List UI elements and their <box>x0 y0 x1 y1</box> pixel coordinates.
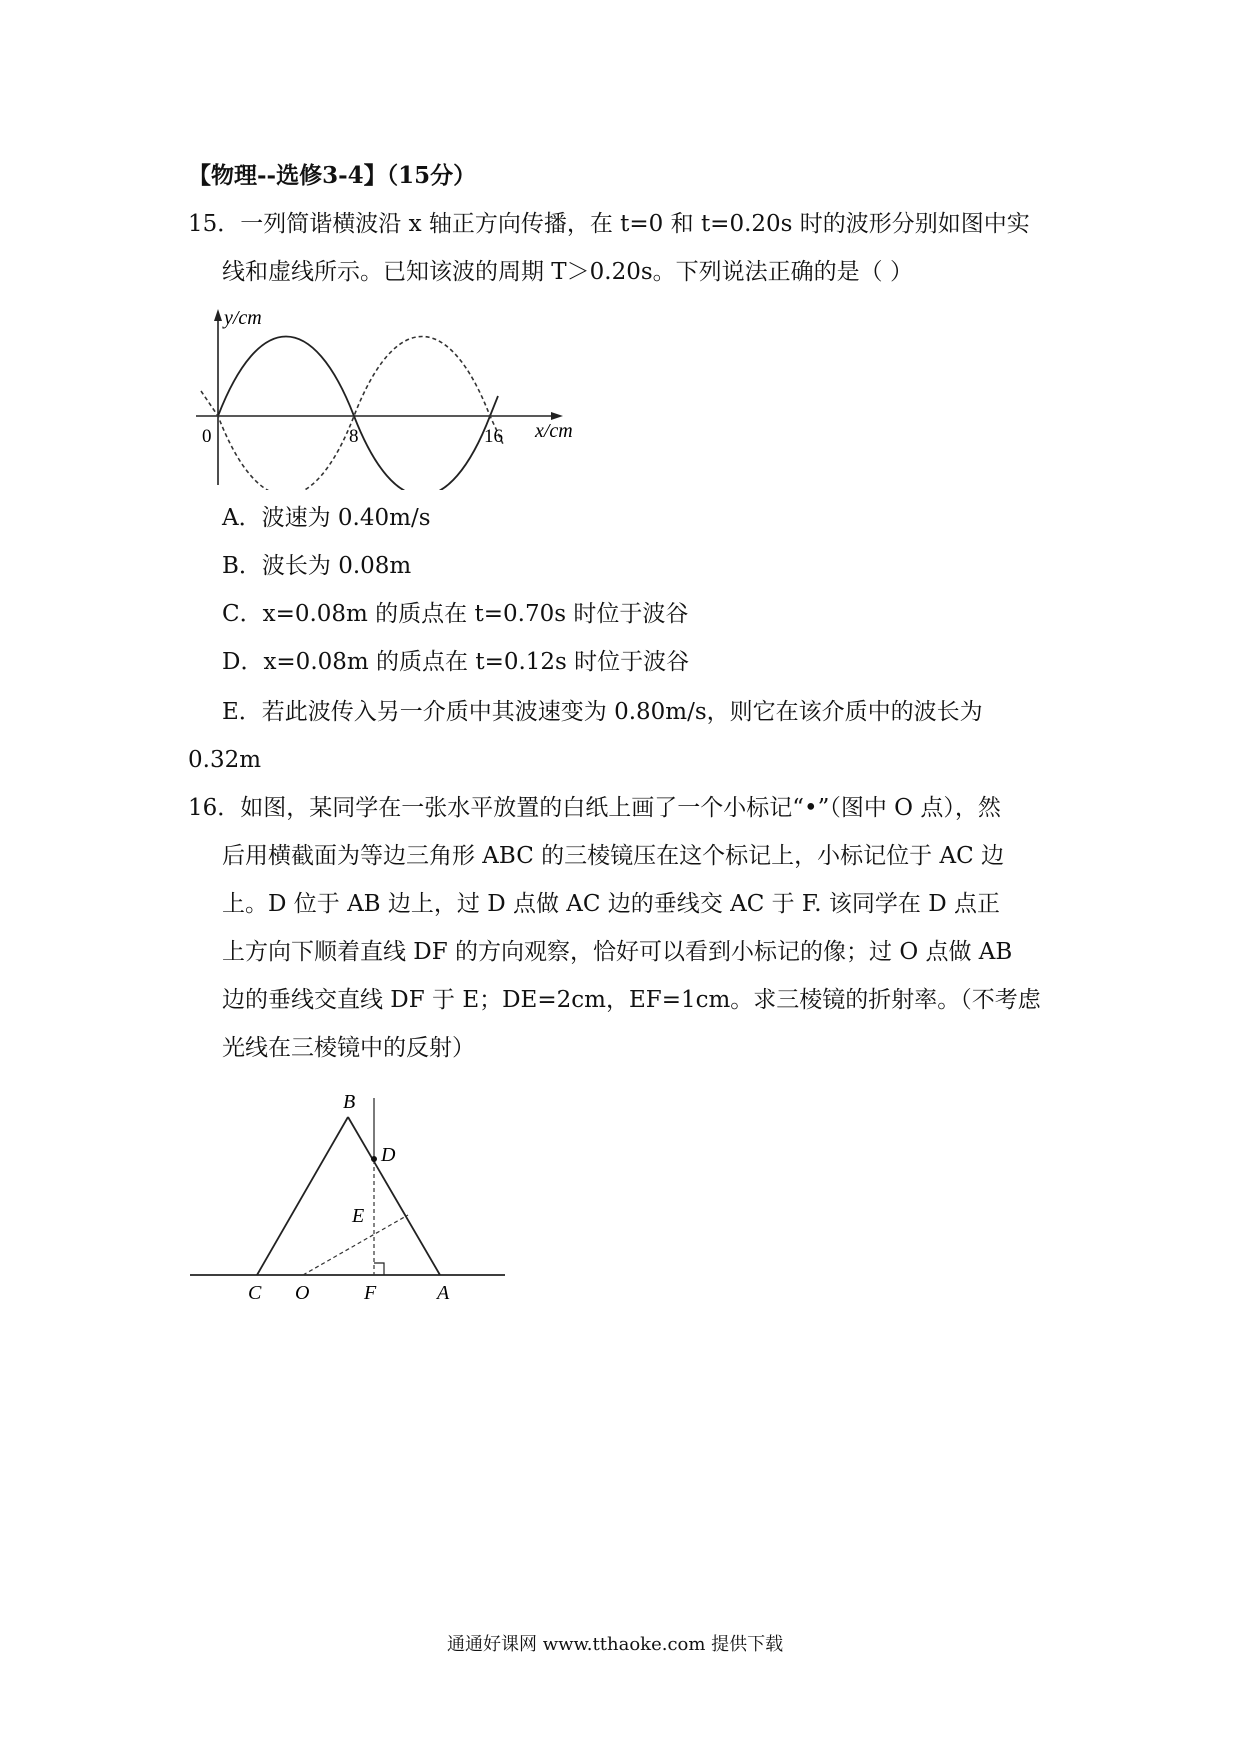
tick-label-16: 16 <box>484 426 503 447</box>
side-bc <box>257 1117 348 1275</box>
label-d: D <box>381 1144 396 1166</box>
solid-wave <box>218 337 498 491</box>
q15-option-e: E．若此波传入另一介质中其波速变为 0.80m/s，则它在该介质中的波长为 <box>222 699 983 725</box>
q16-stem-line-6: 光线在三棱镜中的反射） <box>222 1035 475 1061</box>
label-b: B <box>343 1091 356 1113</box>
footer-source: 通通好课网 www.tthaoke.com 提供下载 <box>447 1634 784 1655</box>
q16-stem-line-2: 后用横截面为等边三角形 ABC 的三棱镜压在这个标记上，小标记位于 AC 边 <box>222 843 1004 869</box>
q15-option-a: A．波速为 0.40m/s <box>222 505 431 531</box>
q15-option-e-continued: 0.32m <box>188 747 262 773</box>
q15-option-b: B．波长为 0.08m <box>222 553 412 579</box>
tick-label-0: 0 <box>202 426 212 447</box>
wave-figure <box>190 300 610 490</box>
q15-stem-line-2: 线和虚线所示。已知该波的周期 T＞0.20s。下列说法正确的是（ ） <box>222 259 913 285</box>
q15-option-d: D．x=0.08m 的质点在 t=0.12s 时位于波谷 <box>222 649 690 675</box>
point-d <box>371 1156 377 1162</box>
right-angle-marker <box>374 1263 384 1275</box>
y-axis-arrow <box>214 309 222 321</box>
q16-stem-line-5: 边的垂线交直线 DF 于 E；DE=2cm，EF=1cm。求三棱镜的折射率。（不考虑 <box>222 987 1041 1013</box>
q16-stem-line-3: 上。D 位于 AB 边上，过 D 点做 AC 边的垂线交 AC 于 F. 该同学在 D 点正 <box>222 891 1000 917</box>
label-o: O <box>295 1282 310 1304</box>
x-axis-label: x/cm <box>535 420 573 442</box>
label-a: A <box>437 1282 450 1304</box>
x-axis-arrow <box>551 412 563 420</box>
side-ba <box>348 1117 440 1275</box>
tick-label-8: 8 <box>349 426 359 447</box>
prism-figure <box>185 1080 515 1310</box>
q15-option-c: C．x=0.08m 的质点在 t=0.70s 时位于波谷 <box>222 601 689 627</box>
section-title: 【物理--选修3-4】（15分） <box>188 162 477 189</box>
q16-stem-line-4: 上方向下顺着直线 DF 的方向观察，恰好可以看到小标记的像；过 O 点做 AB <box>222 939 1013 965</box>
label-c: C <box>248 1282 262 1304</box>
label-e: E <box>352 1205 365 1227</box>
q16-stem-line-1: 16．如图，某同学在一张水平放置的白纸上画了一个小标记“•”（图中 O 点），然 <box>188 795 1001 821</box>
label-f: F <box>364 1282 377 1304</box>
y-axis-label: y/cm <box>224 307 262 329</box>
q15-stem-line-1: 15．一列简谐横波沿 x 轴正方向传播，在 t=0 和 t=0.20s 时的波形分别如图中实 <box>188 211 1030 237</box>
